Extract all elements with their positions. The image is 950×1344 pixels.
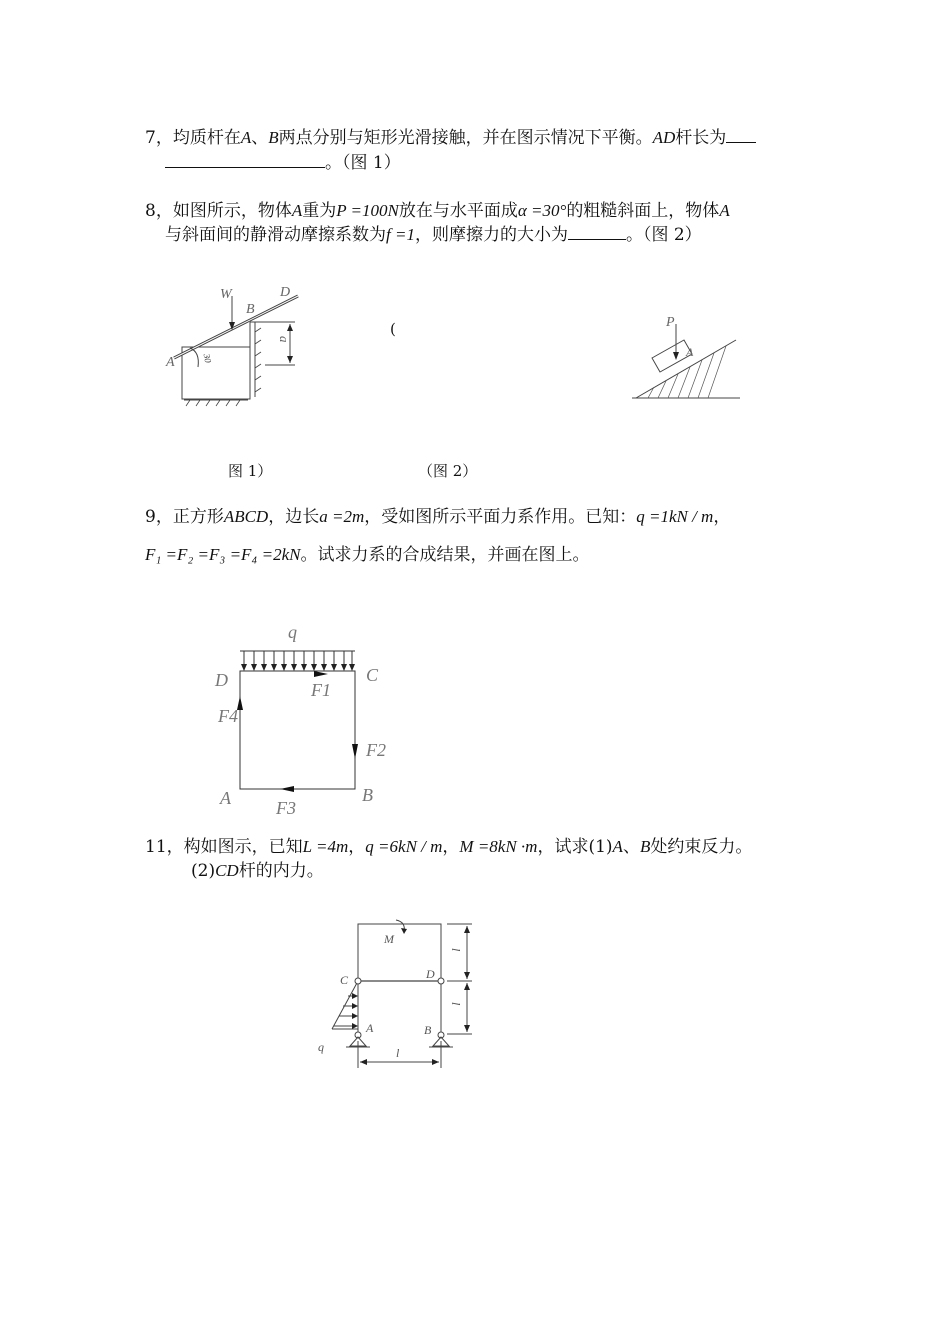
q8-expr-f: f =1	[386, 225, 415, 244]
q8-figure-ref: 。（图 2）	[625, 225, 702, 245]
q11-expr-q: q =6kN / m	[365, 837, 443, 856]
fig1-label-d: D	[280, 285, 291, 300]
q8-text-f: ，则摩擦力的大小为	[414, 225, 568, 245]
q9-text-c: ，受如图所示平面力系作用。已知：	[364, 507, 637, 527]
q8-sym-a: A	[291, 201, 303, 220]
fig1-label-angle: 30	[201, 352, 214, 364]
q11-sym-a: A	[612, 837, 623, 856]
fig4-label-q: q	[318, 1040, 324, 1054]
question-8-line-1	[145, 200, 730, 222]
q11-text-b: ，试求(1)	[537, 837, 613, 857]
figure-3	[210, 618, 410, 818]
q11-sym-cd: CD	[215, 861, 239, 880]
fig4-label-l-upper: l	[449, 948, 463, 952]
q8-number: 8	[145, 201, 156, 221]
question-7-line-1	[145, 127, 756, 149]
q9-expr-f: F₁ =F₂ =F₃ =F₄ =2kN	[145, 545, 301, 564]
q8-text-c: 放在与水平面成	[398, 201, 518, 221]
q11-expr-l: L =4m	[302, 837, 349, 856]
fig3-label-c: C	[366, 665, 379, 685]
fig2-label-a: A	[686, 345, 694, 359]
fig3-distributed-load	[241, 651, 355, 671]
fig1-caption: 图 1）	[228, 462, 273, 480]
fig1-label-b: B	[246, 302, 255, 317]
fig3-arrow-f3	[280, 786, 294, 792]
fig1-label-w: W	[220, 287, 232, 302]
fig3-label-b: B	[362, 785, 373, 805]
question-11-line-1	[145, 836, 752, 858]
q7-sym-ad: AD	[652, 128, 676, 147]
q8-answer-blank[interactable]	[568, 225, 626, 240]
q7-text-b: 两点分别与矩形光滑接触，并在图示情况下平衡。	[278, 128, 653, 148]
figure-4	[312, 916, 492, 1076]
fig4-label-m: M	[384, 932, 394, 946]
q8-text: ，如图所示，物体	[155, 201, 292, 221]
q7-text-c: 杆长为	[675, 128, 727, 148]
q11-sym-b: B	[639, 837, 651, 856]
q11-sep3: 、	[622, 837, 640, 857]
stray-paren: (	[390, 320, 396, 338]
q9-text-d: ，	[713, 507, 731, 527]
q8-sym-a2: A	[719, 201, 730, 220]
q7-figure-ref: 。（图 1）	[325, 153, 401, 173]
q9-number: 9	[145, 507, 156, 527]
fig3-label-q: q	[288, 622, 297, 642]
fig3-label-d: D	[215, 670, 228, 690]
q9-text-b: ，边长	[268, 507, 320, 527]
q7-answer-blank-2[interactable]	[165, 153, 325, 168]
q7-number: 7	[145, 128, 156, 148]
question-7-line-2	[165, 152, 401, 174]
fig4-label-l-lower: l	[449, 1002, 463, 1006]
q9-sym-abcd: ABCD	[223, 507, 269, 526]
fig2-caption: （图 2）	[418, 462, 478, 480]
q11-sep2: ，	[442, 837, 460, 857]
fig4-label-b: B	[424, 1023, 432, 1037]
fig3-label-f4: F4	[218, 706, 238, 726]
fig3-arrow-f1	[314, 671, 328, 677]
q8-expr-p: P =100N	[336, 201, 399, 220]
q8-expr-alpha: α =30°	[517, 201, 567, 220]
question-8-line-2	[165, 224, 702, 246]
fig1-rectangle	[182, 347, 250, 399]
fig4-label-a: A	[366, 1021, 374, 1035]
fig4-label-l-bottom: l	[396, 1046, 400, 1060]
figure-2	[628, 312, 748, 402]
fig3-arrow-f2	[352, 744, 358, 759]
question-9-line-1	[145, 506, 730, 528]
q8-text-b: 重为	[302, 201, 337, 221]
fig1-label-height: a	[277, 336, 292, 343]
q11-number: 11	[145, 837, 167, 857]
fig4-label-d: D	[426, 967, 435, 981]
q9-text: ，正方形	[155, 507, 224, 527]
fig3-label-f3: F3	[276, 798, 296, 818]
q8-text-e: 与斜面间的静滑动摩擦系数为	[165, 225, 386, 245]
fig3-label-f2: F2	[366, 740, 386, 760]
q9-expr-q: q =1kN / m	[636, 507, 714, 526]
fig1-label-a: A	[166, 355, 175, 370]
q11-text: ，构如图示，已知	[166, 837, 303, 857]
fig3-square	[240, 671, 355, 789]
fig4-label-c: C	[340, 973, 349, 987]
q8-text-d: 的粗糙斜面上，物体	[566, 201, 720, 221]
q7-sep: 、	[251, 128, 269, 148]
q11-text-c: 处约束反力。	[650, 837, 753, 857]
q7-sym-a: A	[240, 128, 252, 147]
q11-text-d: (2)	[191, 861, 216, 881]
q7-sym-b: B	[268, 128, 279, 147]
q7-text: ，均质杆在	[155, 128, 241, 148]
q9-expr-a: a =2m	[319, 507, 365, 526]
q7-answer-blank-1[interactable]	[726, 128, 756, 143]
fig3-label-a: A	[220, 788, 231, 808]
fig2-label-p: P	[666, 315, 675, 330]
q11-sep1: ，	[348, 837, 366, 857]
question-11-line-2	[191, 860, 324, 882]
question-9-line-2	[145, 544, 589, 566]
q11-text-e: 杆的内力。	[238, 861, 324, 881]
figure-1	[160, 282, 300, 412]
fig3-label-f1: F1	[311, 680, 331, 700]
q11-expr-m: M =8kN ·m	[459, 837, 538, 856]
q9-text-e: 。试求力系的合成结果，并画在图上。	[300, 545, 590, 565]
